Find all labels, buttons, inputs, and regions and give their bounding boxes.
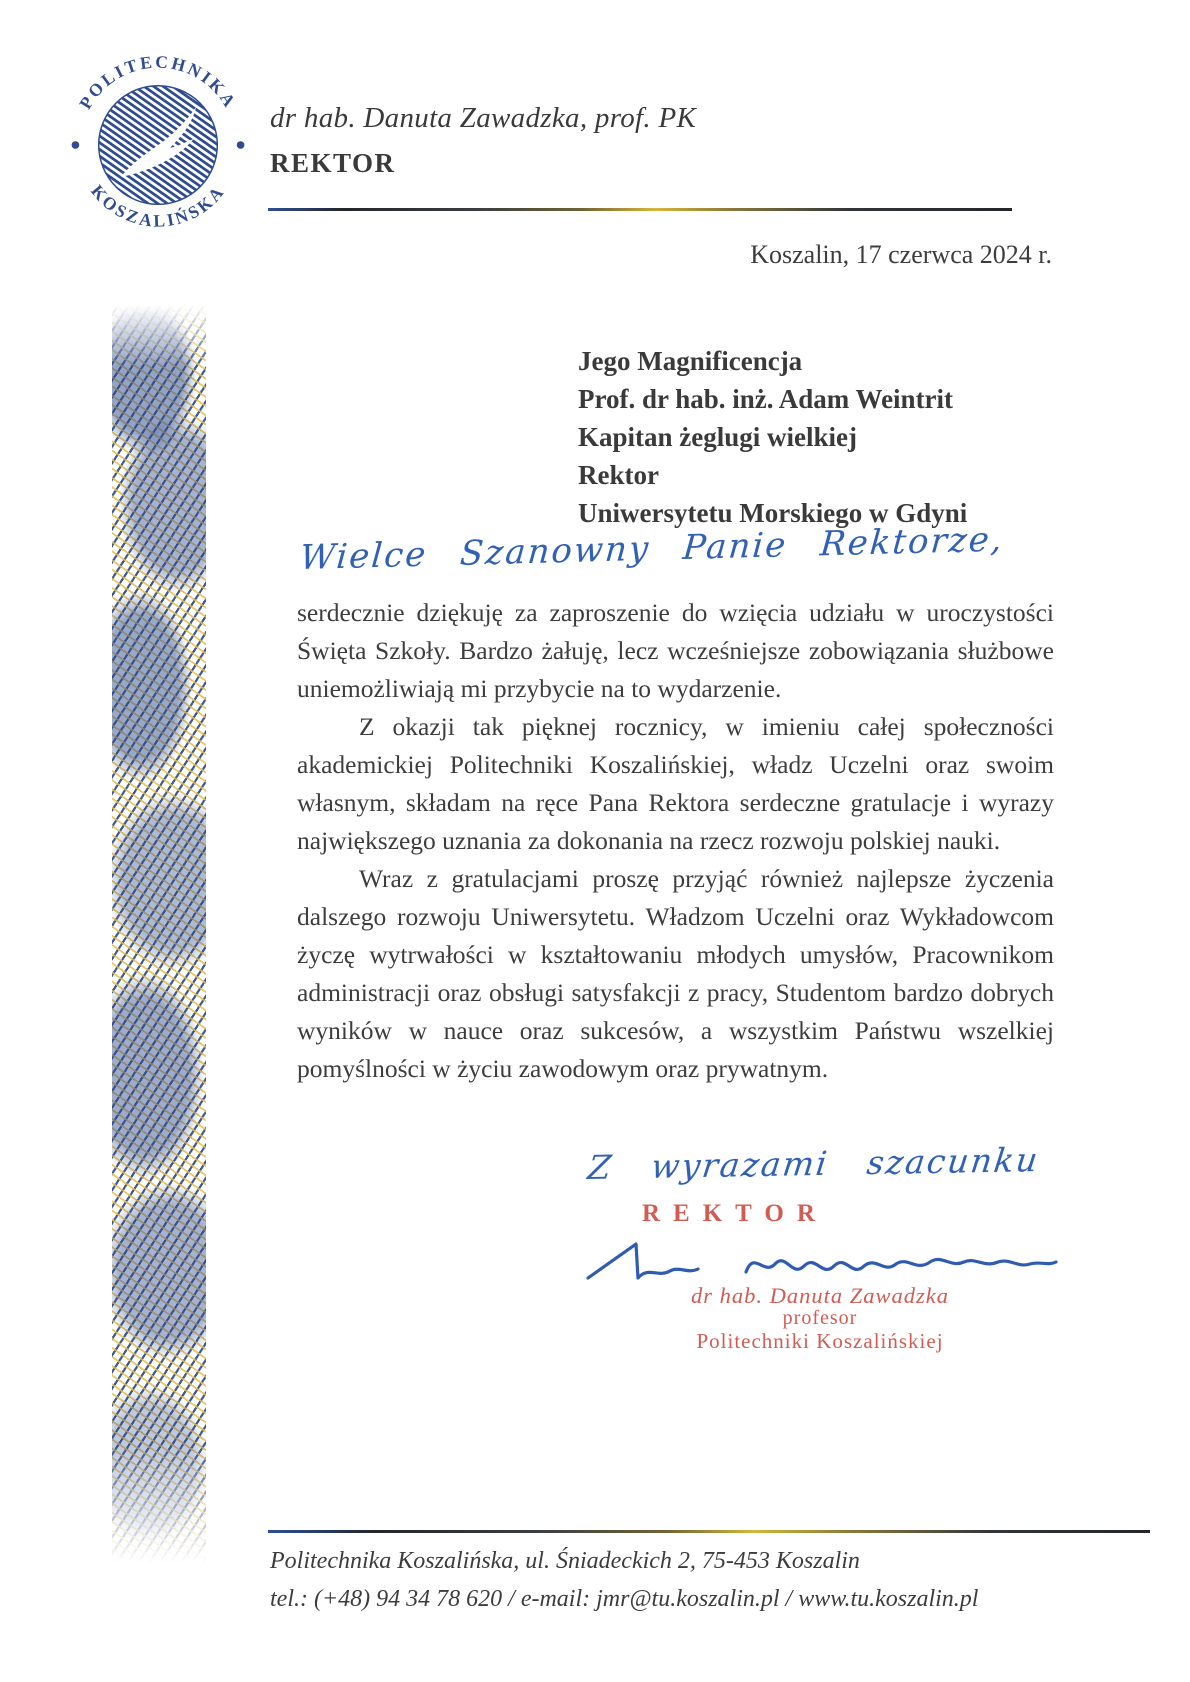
body-paragraph: Z okazji tak pięknej rocznicy, w imieniu całej społeczności akademickiej Politechniki Koszalińskiej, władz Uczelni oraz swoim własnym, składam na ręce Pana Rektora serdeczne gratulacje i wyrazy największego uznania za dokonania na rzecz rozwoju polskiej nauki.: [297, 712, 1054, 855]
stamp-name: dr hab. Danuta Zawadzka: [690, 1283, 950, 1308]
logo-arc-text-bottom: KOSZALIŃSKA: [87, 180, 229, 231]
dateline: Koszalin, 17 czerwca 2024 r.: [750, 240, 1052, 269]
guilloche-strip: [112, 296, 206, 1596]
handwritten-closing: Z wyrazami szacunku: [585, 1140, 1042, 1188]
sender-title: REKTOR: [270, 148, 396, 178]
body-paragraph: Wraz z gratulacjami proszę przyjąć również najlepsze życzenia dalszego rozwoju Uniwersytetu. Władzom Uczelni oraz Wykładowcom życzę wytrwałości w kształtowaniu młodych umysłów, Pracownikom administracji oraz obsługi satysfakcji z pracy, Studentom bardzo dobrych wyników w nauce oraz sukcesów, a wszystkim Państwu wszelkiej pomyślności w życiu zawodowym oraz prywatnym.: [297, 864, 1054, 1083]
stamp-role: profesor: [782, 1307, 858, 1329]
handwritten-salutation: Wielce Szanowny Panie Rektorze,: [298, 519, 1006, 579]
recipient-line: Jego Magnificencja: [578, 346, 803, 376]
footer-contact: tel.: (+48) 94 34 78 620 / e-mail: jmr@tu.koszalin.pl / www.tu.koszalin.pl: [270, 1586, 979, 1612]
footer-rule: [268, 1530, 1150, 1533]
politechnika-koszalinska-logo: [68, 55, 248, 235]
sender-name: dr hab. Danuta Zawadzka, prof. PK: [270, 102, 697, 134]
recipient-line: Prof. dr hab. inż. Adam Weintrit: [578, 384, 954, 414]
logo-dot-right: [237, 141, 245, 149]
stamp-block: [620, 1284, 1020, 1353]
logo-dot-left: [72, 141, 80, 149]
body-paragraph: serdecznie dziękuję za zaproszenie do wzięcia udziału w uroczystości Święta Szkoły. Bardzo żałuję, lecz wcześniejsze zobowiązania służbowe uniemożliwiają mi przybycie na to wydarzenie.: [297, 598, 1054, 703]
recipient-line: Uniwersytetu Morskiego w Gdyni: [578, 498, 968, 528]
logo-arc-text-top: POLITECHNIKA: [74, 55, 242, 113]
header-rule: [268, 208, 1012, 211]
recipient-line: Rektor: [578, 460, 659, 490]
footer-address: Politechnika Koszalińska, ul. Śniadeckich 2, 75-453 Koszalin: [270, 1548, 860, 1574]
stamp-title: REKTOR: [642, 1200, 828, 1227]
recipient-block: [578, 342, 967, 532]
stamp-institution: Politechniki Koszalińskiej: [696, 1329, 944, 1353]
letter-body: [297, 594, 1054, 1088]
recipient-line: Kapitan żeglugi wielkiej: [578, 422, 857, 452]
